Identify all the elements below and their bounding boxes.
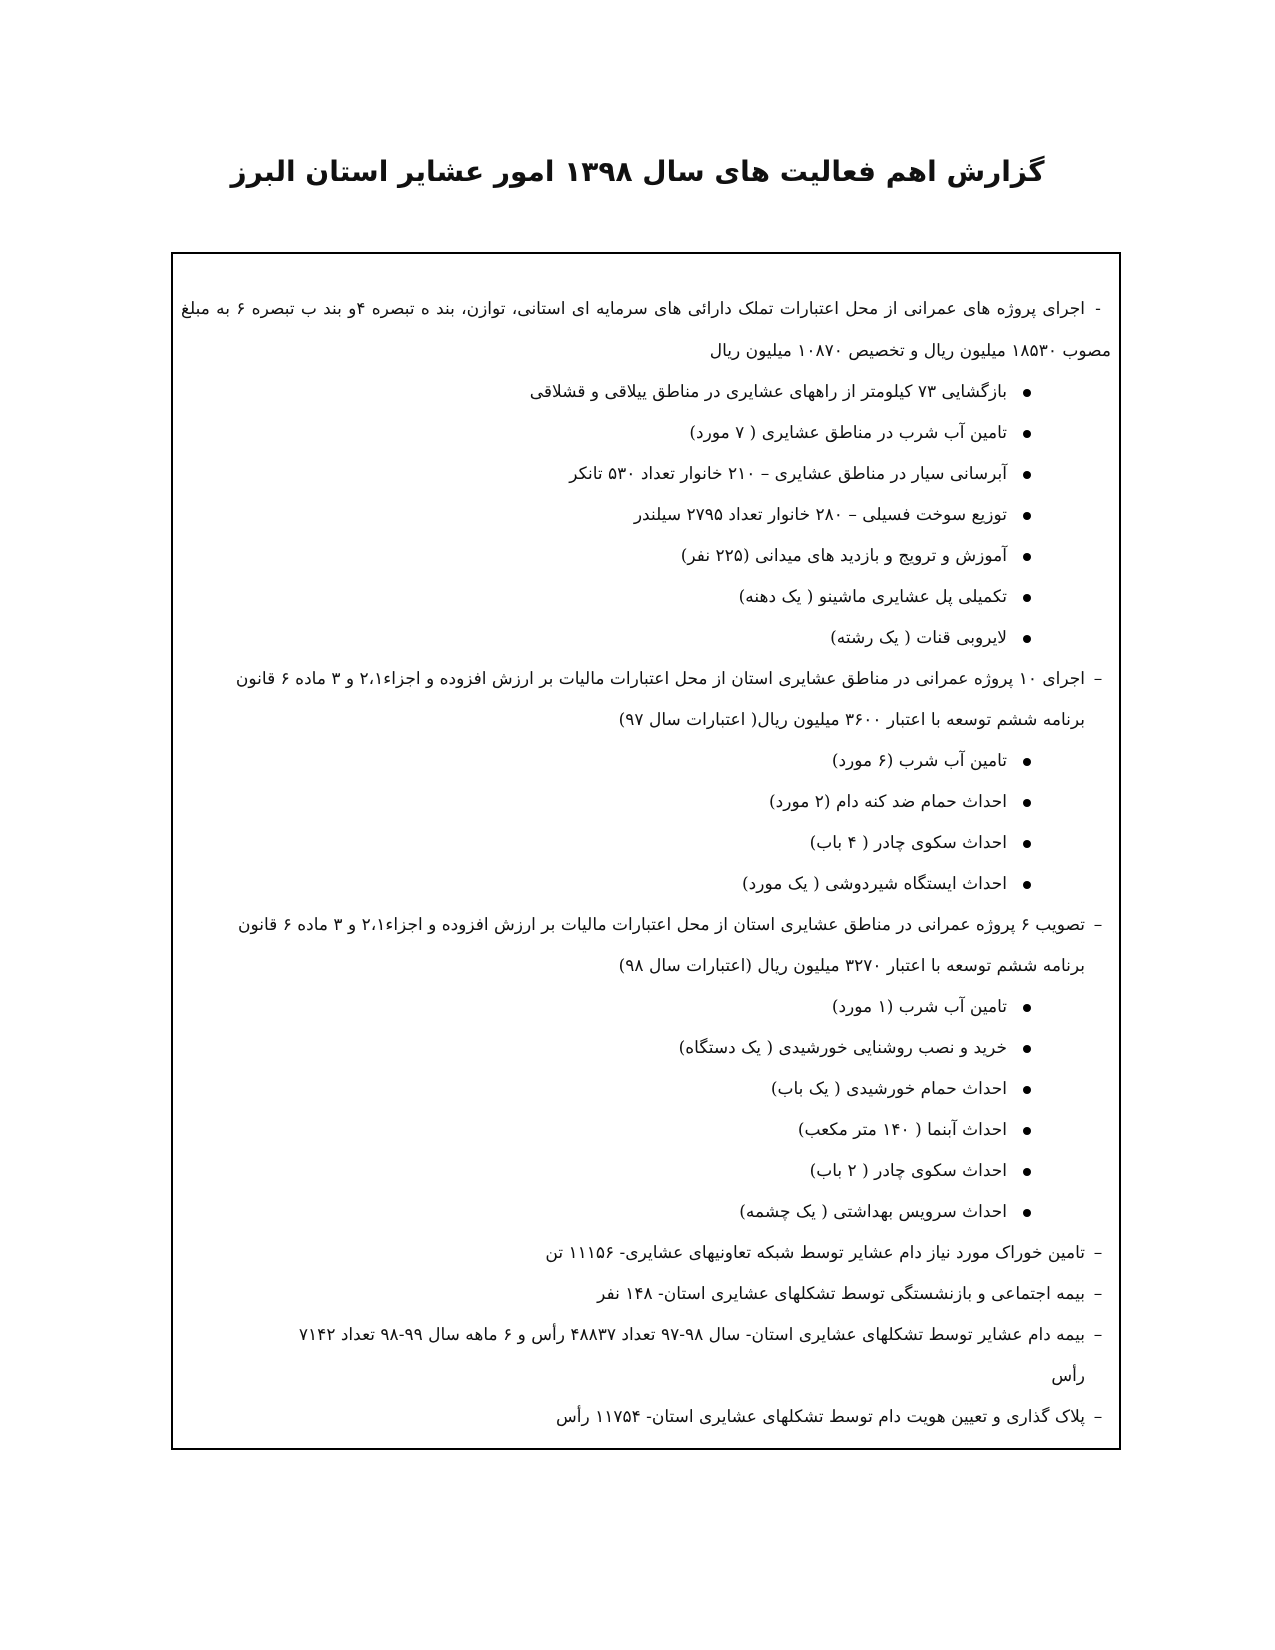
bullet-icon <box>1023 471 1031 479</box>
list-item: احداث حمام خورشیدی ( یک باب) <box>181 1069 1111 1110</box>
dash-item-text-line2: رأس <box>1051 1366 1085 1386</box>
bullet-list <box>181 372 1111 659</box>
list-item: توزیع سوخت فسیلی – ۲۸۰ خانوار تعداد ۲۷۹۵ سیلندر <box>181 495 1111 536</box>
bullet-icon <box>1023 1209 1031 1217</box>
dash-item-text: تامین خوراک مورد نیاز دام عشایر توسط شبکه تعاونیهای عشایری- ۱۱۱۵۶ تن <box>545 1243 1085 1263</box>
bullet-icon <box>1023 1168 1031 1176</box>
list-item: تامین آب شرب (۶ مورد) <box>181 741 1111 782</box>
section-paragraph <box>181 288 1111 372</box>
bullet-icon <box>1023 430 1031 438</box>
bullet-icon <box>1023 389 1031 397</box>
list-item: احداث ایستگاه شیردوشی ( یک مورد) <box>181 864 1111 905</box>
bullet-icon <box>1023 635 1031 643</box>
section-text-line2: برنامه ششم توسعه با اعتبار ۳۲۷۰ میلیون ریال (اعتبارات سال ۹۸) <box>618 956 1085 976</box>
bullet-icon <box>1023 512 1031 520</box>
list-item: احداث سکوی چادر ( ۴ باب) <box>181 823 1111 864</box>
dash-marker: – <box>1093 669 1103 689</box>
list-item: لایروبی قنات ( یک رشته) <box>181 618 1111 659</box>
section-text-line1: تصویب ۶ پروژه عمرانی در مناطق عشایری استان از محل اعتبارات مالیات بر ارزش افزوده و اجزاء۲،۱ و ۳ ماده ۶ قانون <box>237 915 1085 935</box>
dash-marker: – <box>1093 1325 1103 1345</box>
page-title: گزارش اهم فعالیت های سال ۱۳۹۸ امور عشایر استان البرز <box>230 155 1045 188</box>
bullet-icon <box>1023 1045 1031 1053</box>
section-paragraph <box>181 905 1111 987</box>
bullet-icon <box>1023 1086 1031 1094</box>
list-item: بازگشایی ۷۳ کیلومتر از راههای عشایری در مناطق ییلاقی و قشلاقی <box>181 372 1111 413</box>
list-item: خرید و نصب روشنایی خورشیدی ( یک دستگاه) <box>181 1028 1111 1069</box>
section-text: اجرای پروژه های عمرانی از محل اعتبارات تملک دارائی های سرمایه ای استانی، توازن، بند ه تبصره ۴و بند ب تبصره ۶ به مبلغ مصوب ۱۸۵۳۰ میلیون ریال و تخصیص ۱۰۸۷۰ میلیون ریال <box>181 299 1111 361</box>
dash-item <box>181 1397 1111 1438</box>
dash-item-text: بیمه اجتماعی و بازنشستگی توسط تشکلهای عشایری استان- ۱۴۸ نفر <box>597 1284 1085 1304</box>
bullet-icon <box>1023 840 1031 848</box>
list-item: آبرسانی سیار در مناطق عشایری – ۲۱۰ خانوار تعداد ۵۳۰ تانکر <box>181 454 1111 495</box>
section-paragraph <box>181 659 1111 741</box>
list-item: آموزش و ترویج و بازدید های میدانی (۲۲۵ نفر) <box>181 536 1111 577</box>
dash-marker: – <box>1093 1407 1103 1427</box>
dash-item-text: پلاک گذاری و تعیین هویت دام توسط تشکلهای عشایری استان- ۱۱۷۵۴ رأس <box>555 1407 1085 1427</box>
bullet-list <box>181 741 1111 905</box>
list-item: احداث حمام ضد کنه دام (۲ مورد) <box>181 782 1111 823</box>
section-six-projects <box>181 905 1111 1233</box>
list-item: احداث سکوی چادر ( ۲ باب) <box>181 1151 1111 1192</box>
dash-marker: – <box>1093 915 1103 935</box>
dash-item-text-line1: بیمه دام عشایر توسط تشکلهای عشایری استان- سال ۹۸-۹۷ تعداد ۴۸۸۳۷ رأس و ۶ ماهه سال ۹۹-۹۸ تعداد ۷۱۴۲ <box>298 1325 1085 1345</box>
dash-marker: – <box>1093 1243 1103 1263</box>
list-item: تامین آب شرب (۱ مورد) <box>181 987 1111 1028</box>
dash-marker: – <box>1093 1284 1103 1304</box>
report-box <box>171 252 1121 1450</box>
dash-item <box>181 1315 1111 1397</box>
bullet-icon <box>1023 881 1031 889</box>
bullet-icon <box>1023 1127 1031 1135</box>
section-text-line2: برنامه ششم توسعه با اعتبار ۳۶۰۰ میلیون ریال( اعتبارات سال ۹۷) <box>618 710 1085 730</box>
dash-marker: - <box>1095 299 1101 319</box>
bullet-list <box>181 987 1111 1233</box>
report-content <box>181 288 1111 1438</box>
bullet-icon <box>1023 799 1031 807</box>
section-other-items <box>181 1233 1111 1438</box>
section-ten-projects <box>181 659 1111 905</box>
list-item: تامین آب شرب در مناطق عشایری ( ۷ مورد) <box>181 413 1111 454</box>
list-item: احداث سرویس بهداشتی ( یک چشمه) <box>181 1192 1111 1233</box>
dash-item <box>181 1274 1111 1315</box>
bullet-icon <box>1023 1004 1031 1012</box>
section-capital-projects <box>181 288 1111 659</box>
list-item: احداث آبنما ( ۱۴۰ متر مکعب) <box>181 1110 1111 1151</box>
section-text-line1: اجرای ۱۰ پروژه عمرانی در مناطق عشایری استان از محل اعتبارات مالیات بر ارزش افزوده و اجزاء۲،۱ و ۳ ماده ۶ قانون <box>235 669 1085 689</box>
bullet-icon <box>1023 758 1031 766</box>
dash-item <box>181 1233 1111 1274</box>
list-item: تکمیلی پل عشایری ماشینو ( یک دهنه) <box>181 577 1111 618</box>
bullet-icon <box>1023 553 1031 561</box>
bullet-icon <box>1023 594 1031 602</box>
